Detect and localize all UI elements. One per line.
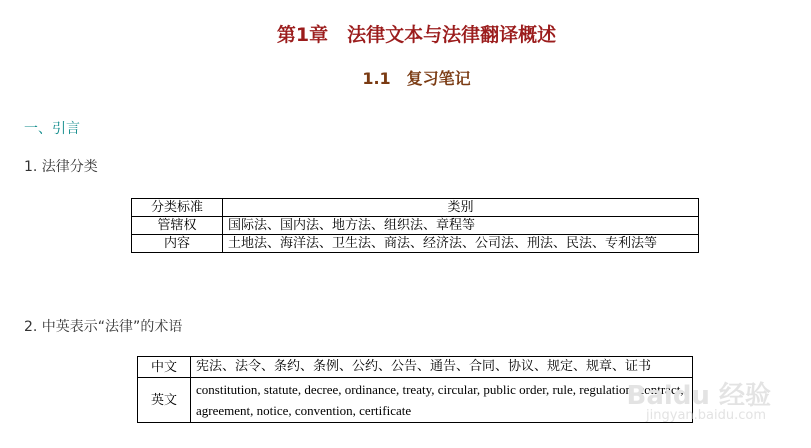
table-cell: 英文	[138, 378, 191, 423]
table-cell: 内容	[132, 235, 223, 253]
chapter-title: 第1章 法律文本与法律翻译概述	[276, 24, 557, 46]
section-subtitle: 1.1 复习笔记	[362, 69, 471, 88]
table-cell: 土地法、海洋法、卫生法、商法、经济法、公司法、刑法、民法、专利法等	[223, 235, 699, 253]
table-cell: constitution, statute, decree, ordinance, treaty, circular, public order, rule, regulation, contract, agreement, notice, convention, certificate	[191, 378, 693, 423]
law-classification-table	[131, 198, 699, 253]
baidu-watermark-url: jingyan.baidu.com	[646, 408, 766, 423]
law-terms-table	[137, 356, 693, 423]
header-cell: 分类标准	[132, 199, 223, 217]
header-cell: 类别	[223, 199, 699, 217]
table-row	[138, 357, 693, 378]
table-header-row	[132, 199, 699, 217]
table-row	[132, 235, 699, 253]
table-cell: 管辖权	[132, 217, 223, 235]
table-row	[132, 217, 699, 235]
table-cell: 宪法、法令、条约、条例、公约、公告、通告、合同、协议、规定、规章、证书	[191, 357, 693, 378]
table-cell: 国际法、国内法、地方法、组织法、章程等	[223, 217, 699, 235]
table-row	[138, 378, 693, 423]
baidu-watermark-logo: Baidu 经验	[626, 381, 771, 411]
section-heading: 一、引言	[24, 121, 80, 137]
table-cell: 中文	[138, 357, 191, 378]
item-heading-1: 1. 法律分类	[24, 159, 98, 175]
item-heading-2: 2. 中英表示“法律”的术语	[24, 319, 183, 335]
